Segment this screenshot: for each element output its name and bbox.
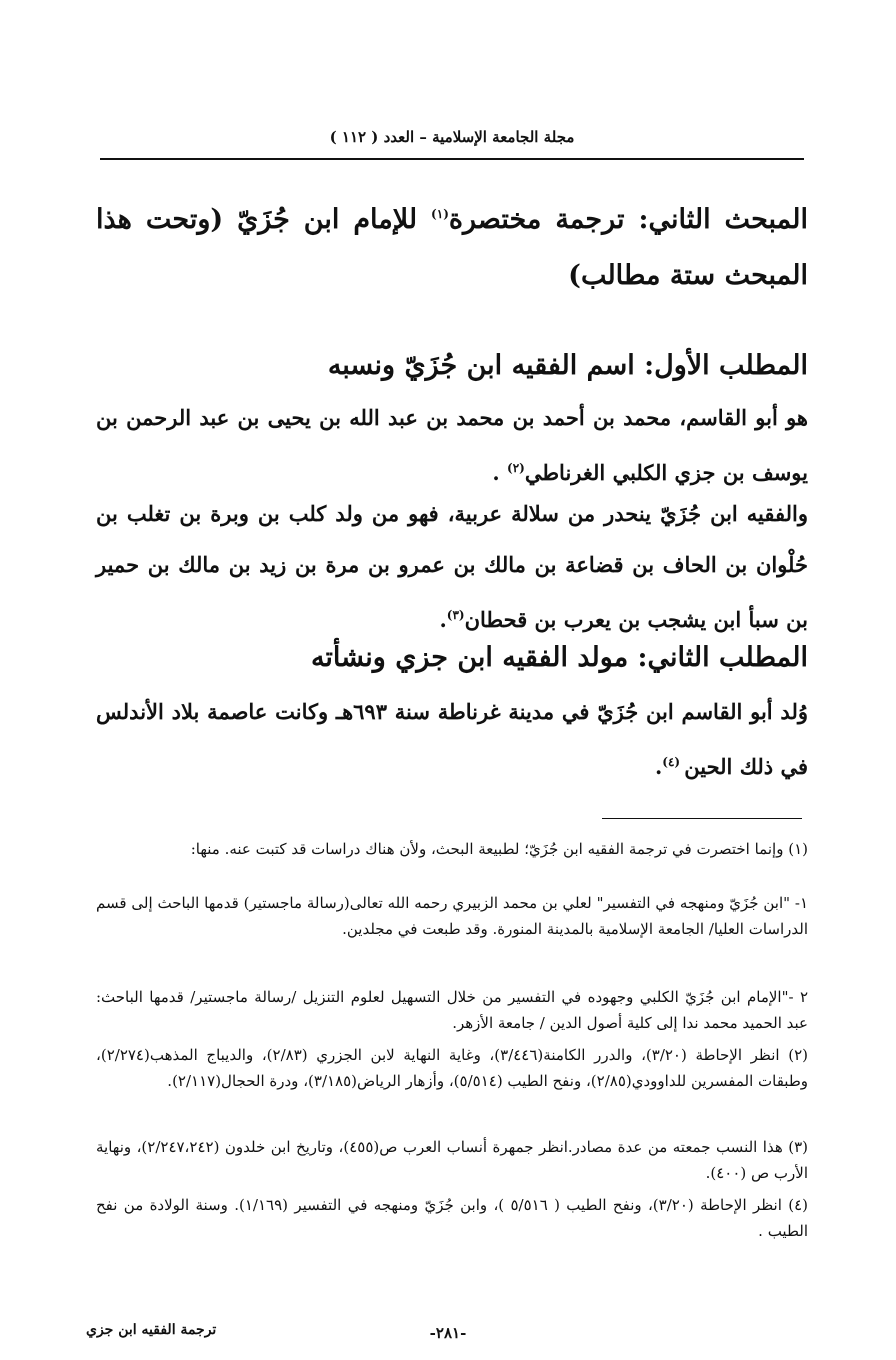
subsection-1-title: المطلب الأول: اسم الفقيه ابن جُزَيّ ونسبه [327,350,808,381]
footnote-1-item-2: ٢ -"الإمام ابن جُزَيّ الكلبي وجهوده في التفسير من خلال التسهيل لعلوم التنزيل /رسالة ماجستير/ قدمها الباحث: عبد الحميد محمد ندا إلى كلية أصول الدين / جامعة الأزهر. [96,988,808,1032]
footnote-divider [602,818,802,819]
footnote-ref-1[interactable]: (١) [431,207,449,221]
section-title-tail: للإمام ابن جُزَيّ (وتحت هذا المبحث ستة مطالب) [96,204,808,291]
footnote-2: (٢) انظر الإحاطة (٣/٢٠)، والدرر الكامنة(٣/٤٤٦)، وغاية النهاية لابن الجزري (٢/٨٣)، والديباج المذهب(٢/٢٧٤)، وطبقات المفسرين للداوودي(٢/٨٥)، ونفح الطيب (٥/٥١٤)، وأزهار الرياض(٣/١٨٥)، ودرة الحجال(٢/١١٧). [96,1046,808,1090]
section-title: المبحث الثاني: [638,204,808,235]
subsection-1-para-2: والفقيه ابن جُزَيّ ينحدر من سلالة عربية، فهو من ولد كلب بن وبرة بن تغلب بن حُلْوان بن الحاف بن قضاعة بن مالك بن عمرو بن مرة بن زيد بن مالك بن حمير بن سبأ ابن يشجب بن يعرب بن قحطان$^{(٣)}$. [96,501,808,632]
footnote-1: (١) وإنما اختصرت في ترجمة الفقيه ابن جُزَيّ؛ لطبيعة البحث، ولأن هناك دراسات قد كتبت عنه. منها: [190,840,808,858]
footnote-4: (٤) انظر الإحاطة (٣/٢٠)، ونفح الطيب ( ٥/٥١٦ )، وابن جُزَيّ ومنهجه في التفسير (١/١٦٩). وسنة الولادة من نفح الطيب . [96,1196,808,1240]
footnote-ref-3[interactable]: (٣) [446,608,465,622]
footnote-ref-2[interactable]: (٢) [507,461,525,475]
section-heading [96,186,808,304]
running-header: مجلة الجامعة الإسلامية – العدد ( ١١٢ ) [329,128,575,146]
subsection-2-title: المطلب الثاني: مولد الفقيه ابن جزي ونشأته [310,642,808,673]
subsection-1-para-1: هو أبو القاسم، محمد بن أحمد بن محمد بن عبد الله بن يحيى بن عبد الرحمن بن يوسف بن جزي الكلبي الغرناطي$^{(٢)}$ . [96,405,808,485]
header-divider [100,158,804,160]
footnote-1-item-1: ١- "ابن جُزَيّ ومنهجه في التفسير" لعلي بن محمد الزبيري رحمه الله تعالى(رسالة ماجستير) قدمها الباحث إلى قسم الدراسات العليا/ الجامعة الإسلامية بالمدينة المنورة. وقد طبعت في مجلدين. [96,894,808,938]
page-number: -٢٨١- [429,1324,467,1342]
footnote-3: (٣) هذا النسب جمعته من عدة مصادر.انظر جمهرة أنساب العرب ص(٤٥٥)، وتاريخ ابن خلدون (٢/٢٤٧،٢٤٢)، ونهاية الأرب ص (٤٠٠). [96,1138,808,1182]
section-title-rest: ترجمة مختصرة [448,204,625,235]
footnote-ref-4[interactable]: (٤) [662,755,685,769]
footer-topic: ترجمة الفقيه ابن جزي [86,1322,217,1338]
subsection-2-para-1: وُلد أبو القاسم ابن جُزَيّ في مدينة غرناطة سنة ٦٩٣هـ وكانت عاصمة بلاد الأندلس في ذلك الحين $^{(٤)}$. [96,699,808,779]
